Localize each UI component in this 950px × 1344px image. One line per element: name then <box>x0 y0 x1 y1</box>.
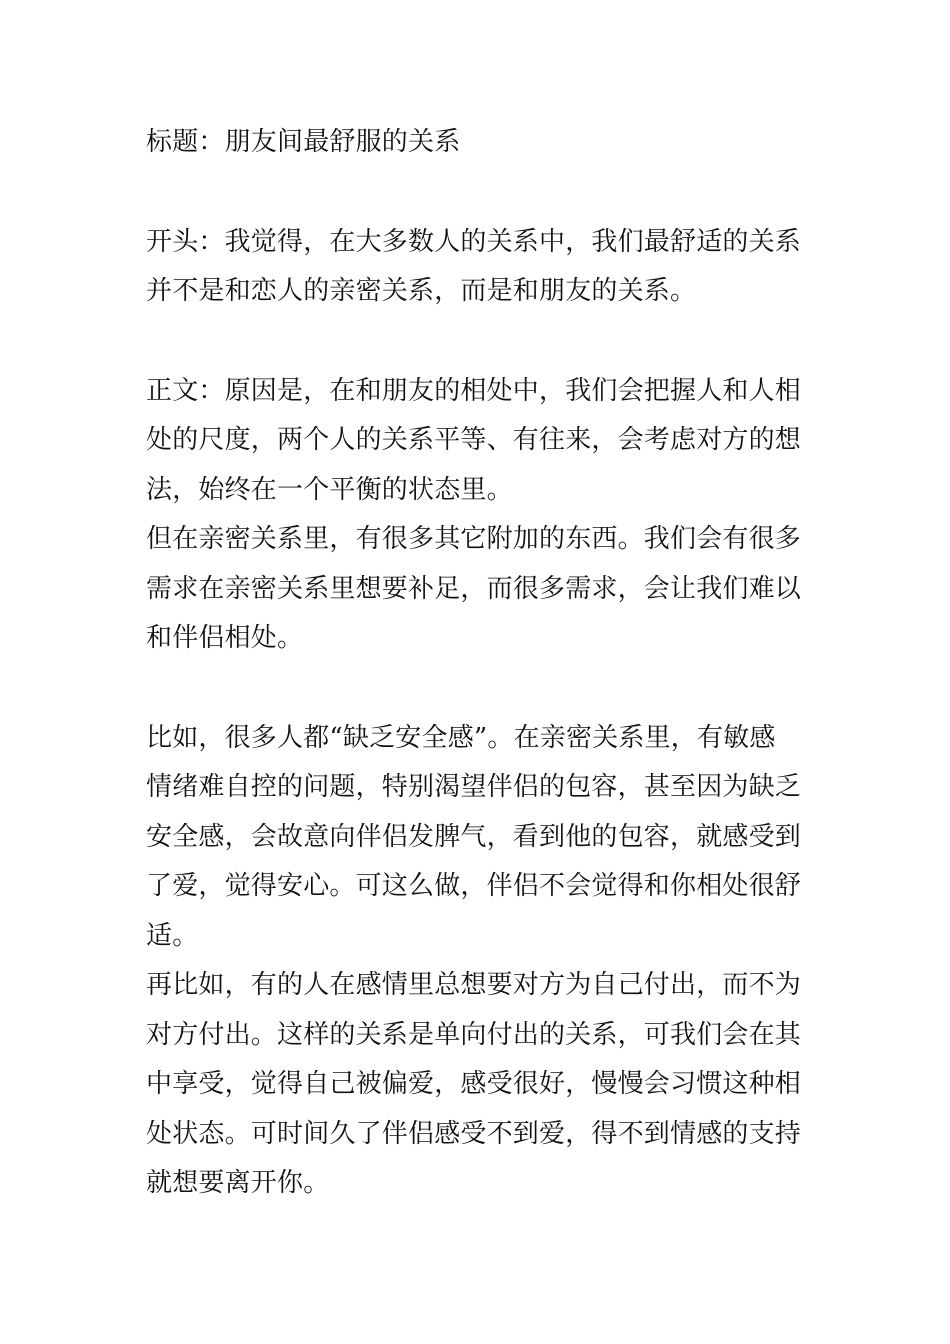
body-1-line-2: 处的尺度，两个人的关系平等、有往来，会考虑对方的想 <box>146 425 802 455</box>
body-1-line-3: 法，始终在一个平衡的状态里。 <box>146 474 513 505</box>
body-3-line-2: 情绪难自控的问题，特别渴望伴侣的包容，甚至因为缺乏 <box>146 772 802 802</box>
body-4-line-1: 再比如，有的人在感情里总想要对方为自己付出，而不为 <box>146 970 802 1000</box>
paragraph-gap <box>146 168 808 218</box>
body-paragraph-1 <box>146 367 808 516</box>
document-text <box>146 118 808 1209</box>
body-4-line-5: 就想要离开你。 <box>146 1168 330 1198</box>
opening-line-2: 并不是和恋人的亲密关系，而是和朋友的关系。 <box>146 276 697 306</box>
title-text: 标题：朋友间最舒服的关系 <box>146 127 461 157</box>
opening-line-1: 开头：我觉得，在大多数人的关系中，我们最舒适的关系 <box>146 226 802 257</box>
body-2-line-3: 和伴侣相处。 <box>146 623 304 653</box>
paragraph-gap <box>146 317 808 367</box>
body-paragraph-4 <box>146 961 808 1209</box>
body-3-line-4: 了爱，觉得安心。可这么做，伴侣不会觉得和你相处很舒 <box>146 871 802 901</box>
body-2-line-1: 但在亲密关系里，有很多其它附加的东西。我们会有很多 <box>146 524 802 554</box>
body-paragraph-2 <box>146 515 808 664</box>
body-paragraph-3 <box>146 714 808 962</box>
body-2-line-2: 需求在亲密关系里想要补足，而很多需求，会让我们难以 <box>146 573 802 604</box>
body-3-line-5: 适。 <box>146 920 199 951</box>
body-3-line-1: 比如，很多人都“缺乏安全感”。在亲密关系里，有敏感 <box>146 722 776 753</box>
body-4-line-2: 对方付出。这样的关系是单向付出的关系，可我们会在其 <box>146 1019 802 1050</box>
body-4-line-4: 处状态。可时间久了伴侣感受不到爱，得不到情感的支持 <box>146 1118 802 1149</box>
title-line <box>146 118 808 168</box>
body-3-line-3: 安全感，会故意向伴侣发脾气，看到他的包容，就感受到 <box>146 821 802 852</box>
body-4-line-3: 中享受，觉得自己被偏爱，感受很好，慢慢会习惯这种相 <box>146 1069 802 1099</box>
paragraph-gap <box>146 664 808 714</box>
body-1-line-1: 正文：原因是，在和朋友的相处中，我们会把握人和人相 <box>146 375 802 406</box>
opening-paragraph <box>146 218 808 317</box>
